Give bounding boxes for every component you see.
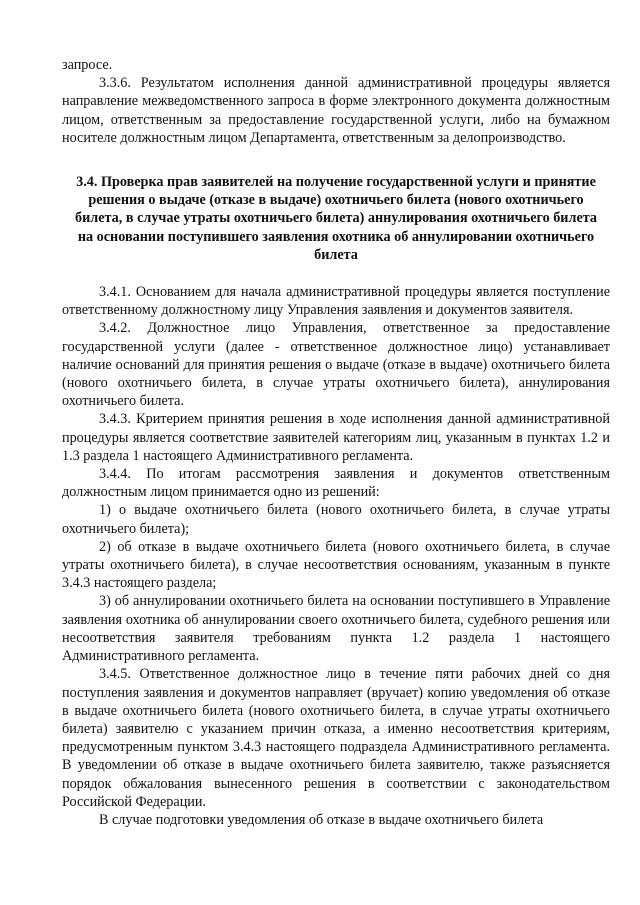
section-gap (62, 264, 610, 283)
paragraph-last: В случае подготовки уведомления об отказе в выдаче охотничьего билета (99, 811, 544, 828)
document-page (62, 56, 610, 829)
list-item-1: 1) о выдаче охотничьего билета (нового охотничьего билета, в случае утраты охотничьего билета); (62, 502, 610, 537)
paragraph-3-4-4: 3.4.4. По итогам рассмотрения заявления и документов ответственным должностным лицом принимается одно из решений: (62, 466, 610, 501)
list-item-3: 3) об аннулировании охотничьего билета на основании поступившего в Управление заявления охотника об аннулировании своего охотничьего билета, судебного решения или несоответствия заявителя требованиям пункта 1.2 раздела 1 настоящего Административного регламента. (62, 593, 610, 665)
paragraph-3-4-5: 3.4.5. Ответственное должностное лицо в течение пяти рабочих дней со дня поступления заявления и документов направляет (вручает) копию уведомления об отказе в выдаче охотничьего билета (нового охотничьего билета, в случае утраты охотничьего билета) заявителю с указанием причин отказа, а именно несоответствия критериям, предусмотренным пунктом 3.4.3 настоящего подраздела Административного регламента. В уведомлении об отказе в выдаче охотничьего билета заявителю, также разъясняется порядок обжалования вынесенного решения в соответствии с законодательством Российской Федерации. (62, 666, 610, 810)
paragraph-3-3-6: 3.3.6. Результатом исполнения данной административной процедуры является направление межведомственного запроса в форме электронного документа должностным лицом, ответственным за предоставление государственной услуги, либо на бумажном носителе должностным лицом Департамента, ответственным за делопроизводство. (62, 75, 610, 146)
paragraph-3-4-3: 3.4.3. Критерием принятия решения в ходе исполнения данной административной процедуры является соответствие заявителей категориям лиц, указанным в пунктах 1.2 и 1.3 раздела 1 настоящего Административного регламента. (62, 411, 610, 464)
list-item-2: 2) об отказе в выдаче охотничьего билета (нового охотничьего билета, в случае утраты охотничьего билета), в случае несоответствия основаниям, указанным в пункте 3.4.3 настоящего раздела; (62, 538, 610, 592)
paragraph-3-4-1: 3.4.1. Основанием для начала административной процедуры является поступление ответственному должностному лицу Управления заявления и документов заявителя. (62, 284, 610, 319)
section-heading-3-4: 3.4. Проверка прав заявителей на получение государственной услуги и принятие решения о выдаче (отказе в выдаче) охотничьего билета (нового охотничьего билета, в случае утраты охотничьего билета) аннулирования охотничьего билета на основании поступившего заявления охотника об аннулировании охотничьего билета (75, 174, 597, 263)
paragraph-intro: запросе. (62, 57, 113, 73)
paragraph-3-4-2: 3.4.2. Должностное лицо Управления, ответственное за предоставление государственной услуги (далее - ответственное должностное лицо) устанавливает наличие оснований для принятия решения о выдаче (отказе в выдаче) охотничьего билета (нового охотничьего билета, в случае утраты охотничьего билета), аннулирования охотничьего билета. (62, 320, 610, 410)
